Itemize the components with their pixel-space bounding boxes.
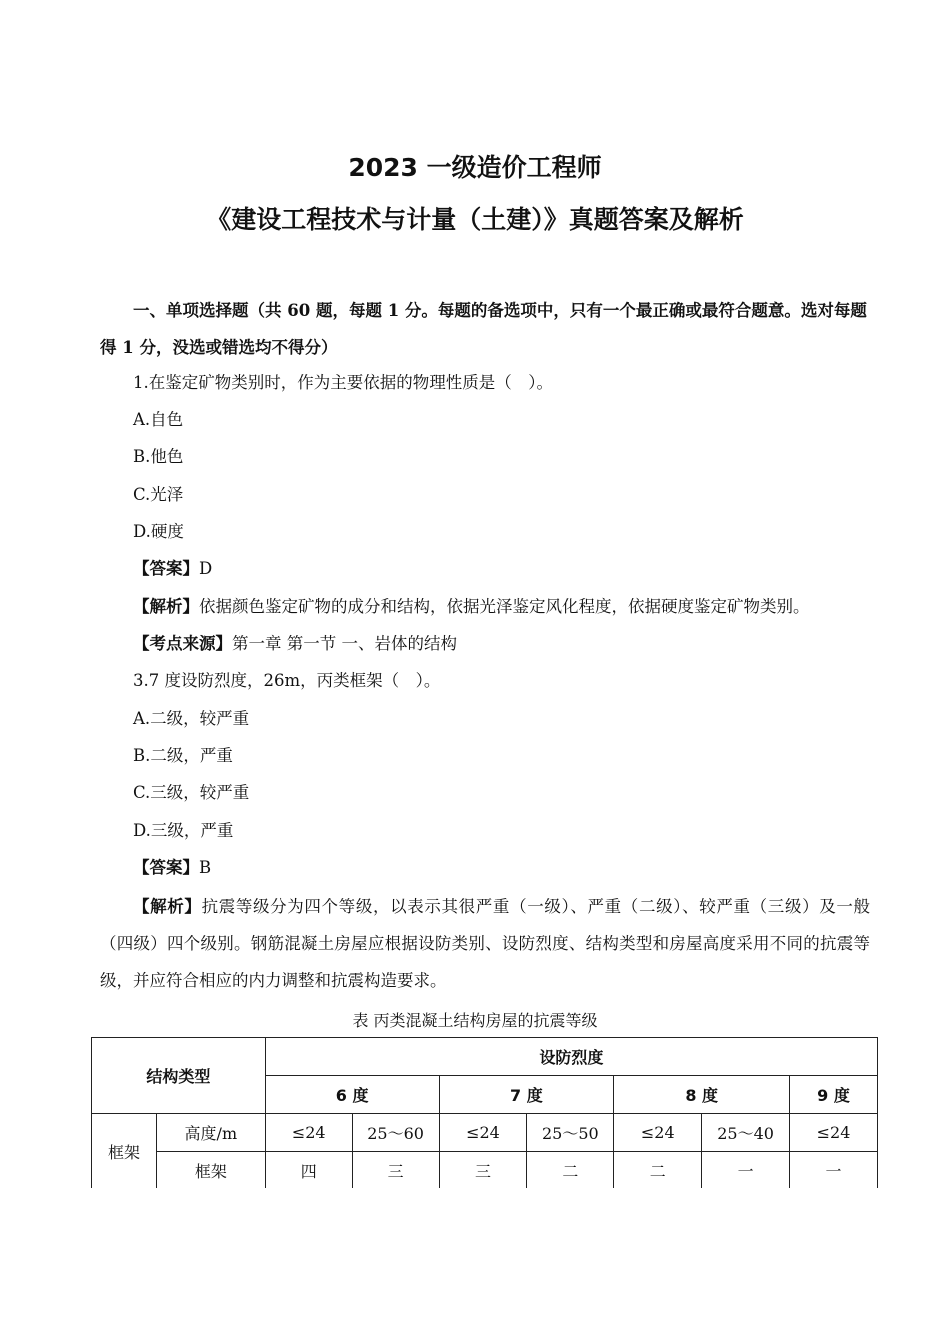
q1-source xyxy=(133,633,457,655)
table-cell: 二 xyxy=(527,1152,614,1190)
q3-option-d: D.三级，严重 xyxy=(133,821,234,840)
table-cell: 二 xyxy=(614,1152,702,1190)
table-cell: 25～50 xyxy=(527,1114,614,1152)
table-row xyxy=(92,1152,878,1190)
q1-option-c: C.光泽 xyxy=(133,485,184,504)
table-cell: ≤24 xyxy=(614,1114,702,1152)
q3-option-c: C.三级，较严重 xyxy=(133,783,250,802)
table-cell: 25～40 xyxy=(702,1114,790,1152)
answer-value: B xyxy=(199,858,212,877)
analysis-label: 【解析】 xyxy=(133,597,199,616)
source-text: 第一章 第一节 一、岩体的结构 xyxy=(232,634,457,653)
answer-label: 【答案】 xyxy=(133,858,199,877)
q3-answer xyxy=(133,857,211,879)
q1-analysis xyxy=(133,596,810,618)
q1-option-b: B.他色 xyxy=(133,447,184,466)
analysis-label: 【解析】 xyxy=(133,897,202,916)
row-label: 框架 xyxy=(156,1152,265,1190)
table-cell: 三 xyxy=(439,1152,527,1190)
section-heading: 一、单项选择题（共 60 题，每题 1 分。每题的备选项中，只有一个最正确或最符合题意。选对每题得 1 分，没选或错选均不得分） xyxy=(100,301,867,357)
q1-answer xyxy=(133,558,212,580)
q1-option-d: D.硬度 xyxy=(133,522,184,541)
doc-title-line1: 2023 一级造价工程师 xyxy=(348,153,602,182)
seismic-grade-table xyxy=(91,1037,878,1190)
table-caption: 表 丙类混凝土结构房屋的抗震等级 xyxy=(352,1011,598,1030)
analysis-text: 抗震等级分为四个等级，以表示其很严重（一级）、严重（二级）、较严重（三级）及一般（四级）四个级别。钢筋混凝土房屋应根据设防类别、设防烈度、结构类型和房屋高度采用不同的抗震等级，并应符合相应的内力调整和抗震构造要求。 xyxy=(100,897,871,990)
intensity-header: 设防烈度 xyxy=(265,1038,877,1076)
answer-value: D xyxy=(199,559,213,578)
answer-label: 【答案】 xyxy=(133,559,199,578)
table-cell: ≤24 xyxy=(265,1114,352,1152)
table-cell: 三 xyxy=(352,1152,439,1190)
table-cell: ≤24 xyxy=(439,1114,527,1152)
q3-option-a: A.二级，较严重 xyxy=(133,709,250,728)
table-cell: 一 xyxy=(702,1152,790,1190)
table-cell: ≤24 xyxy=(790,1114,878,1152)
structure-type-header: 结构类型 xyxy=(92,1038,266,1114)
q3-option-b: B.二级，严重 xyxy=(133,746,233,765)
degree-9: 9 度 xyxy=(790,1076,878,1114)
source-label: 【考点来源】 xyxy=(133,634,232,653)
q3-question: 3.7 度设防烈度，26m，丙类框架（ ）。 xyxy=(133,671,441,690)
degree-8: 8 度 xyxy=(614,1076,790,1114)
table-row xyxy=(92,1114,878,1152)
analysis-text: 依据颜色鉴定矿物的成分和结构，依据光泽鉴定风化程度，依据硬度鉴定矿物类别。 xyxy=(199,597,810,616)
table-cell: 25～60 xyxy=(352,1114,439,1152)
q1-question: 1.在鉴定矿物类别时，作为主要依据的物理性质是（ ）。 xyxy=(133,373,553,392)
q3-analysis xyxy=(100,888,870,999)
degree-6: 6 度 xyxy=(265,1076,439,1114)
row-label: 高度/m xyxy=(156,1114,265,1152)
table-cell: 四 xyxy=(265,1152,352,1190)
q1-option-a: A.自色 xyxy=(133,410,184,429)
doc-title-line2: 《建设工程技术与计量（土建）》真题答案及解析 xyxy=(206,205,744,234)
group-label: 框架 xyxy=(92,1114,157,1190)
degree-7: 7 度 xyxy=(439,1076,614,1114)
page-cut-mask xyxy=(85,1188,885,1218)
table-cell: 一 xyxy=(790,1152,878,1190)
